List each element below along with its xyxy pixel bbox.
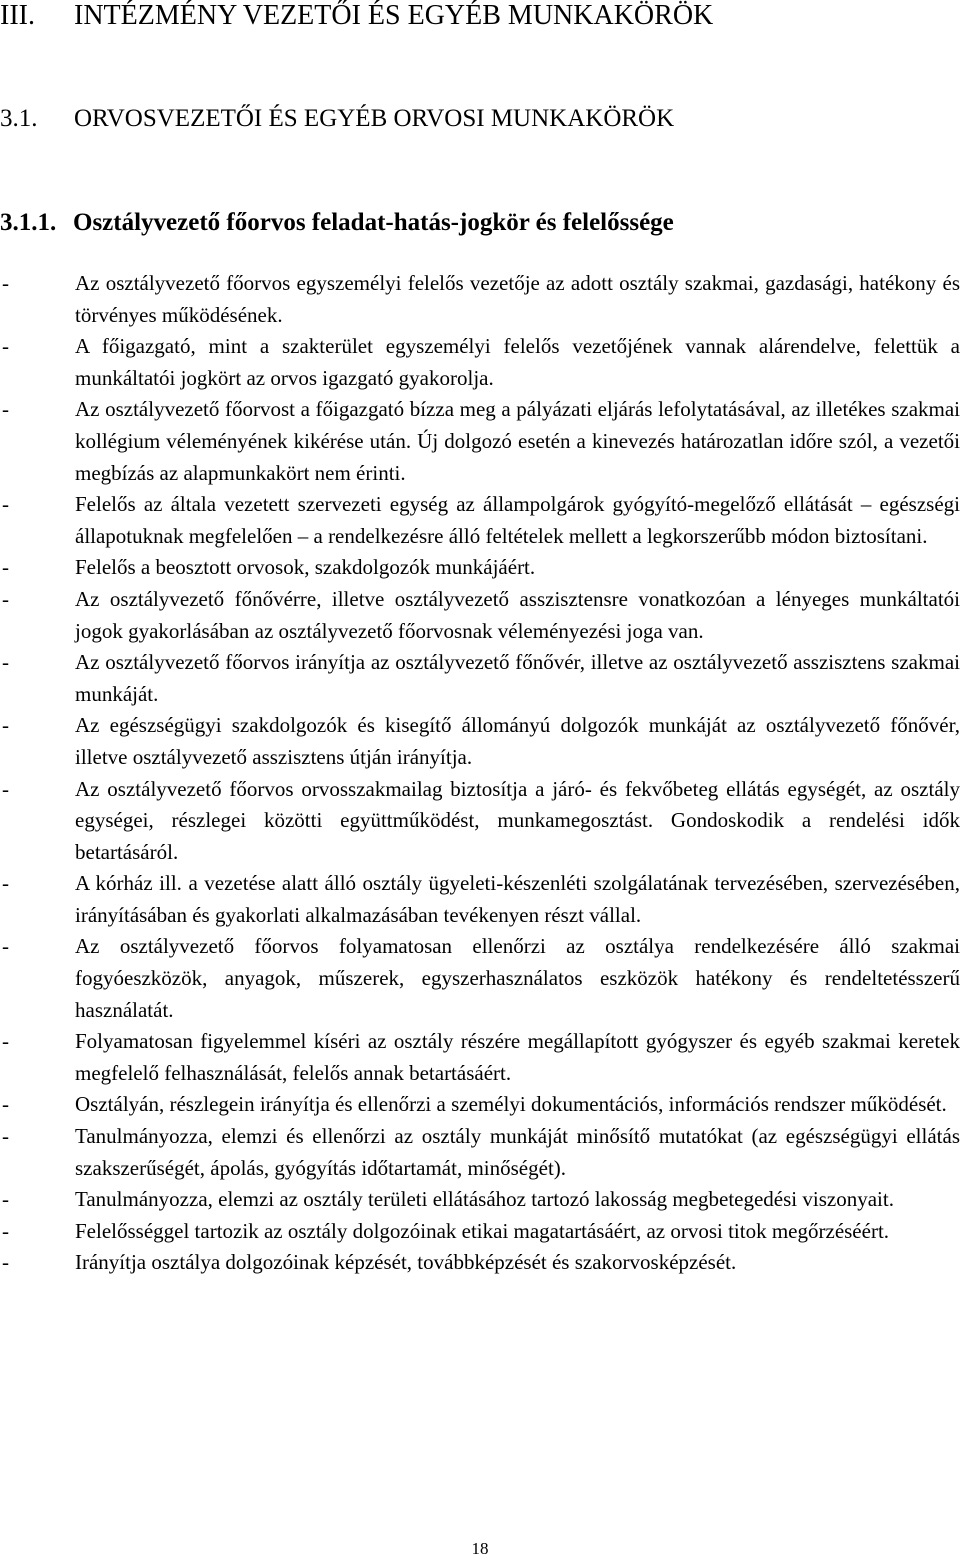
- list-item: [0, 1184, 960, 1216]
- subsection-heading: [0, 210, 674, 235]
- section-title: ORVOSVEZETŐI ÉS EGYÉB ORVOSI MUNKAKÖRÖK: [74, 105, 675, 132]
- list-item: [0, 394, 960, 489]
- section-number: 3.1.: [0, 105, 38, 132]
- list-item: [0, 1089, 960, 1121]
- list-item: [0, 1247, 960, 1279]
- list-item-text: Az osztályvezető főorvos folyamatosan ellenőrzi az osztálya rendelkezésére álló szakmai fogyóeszközök, anyagok, műszerek, egyszerhasználatos eszközök hatékony és rendeltetésszerű használatát.: [75, 934, 960, 1022]
- list-item: [0, 489, 960, 552]
- list-item-text: Felelős a beosztott orvosok, szakdolgozók munkájáért.: [75, 555, 536, 580]
- list-item-text: A főigazgató, mint a szakterület egyszemélyi felelős vezetőjének vannak alárendelve, felettük a munkáltatói jogkört az orvos igazgató gyakorolja.: [75, 334, 960, 390]
- bullet-dash: -: [2, 1029, 9, 1054]
- bullet-dash: -: [2, 334, 9, 359]
- list-item-text: Az osztályvezető főorvos orvosszakmailag biztosítja a járó- és fekvőbeteg ellátás egységét, az osztály egységei, részlegei közötti együttműködést, munkamegosztást. Gondoskodik a rendelési idők betartásáról.: [75, 776, 960, 864]
- list-item-text: Tanulmányozza, elemzi az osztály területi ellátásához tartozó lakosság megbetegedési viszonyait.: [75, 1187, 894, 1212]
- bullet-dash: -: [2, 776, 9, 801]
- list-item-text: Felelősséggel tartozik az osztály dolgozóinak etikai magatartásáért, az orvosi titok megőrzéséért.: [75, 1218, 890, 1243]
- list-item-text: Felelős az általa vezetett szervezeti egység az állampolgárok gyógyító-megelőző ellátását – egészségi állapotuknak megfelelően – a rendelkezésre álló feltételek mellett a legkorszerűbb módon biztosítani.: [75, 492, 960, 548]
- list-item: [0, 710, 960, 773]
- duties-list: [0, 268, 960, 1279]
- bullet-dash: -: [2, 871, 9, 896]
- list-item-text: Irányítja osztálya dolgozóinak képzését, továbbképzését és szakorvosképzését.: [75, 1250, 737, 1275]
- list-item: [0, 774, 960, 869]
- subsection-title: Osztályvezető főorvos feladat-hatás-jogkör és felelőssége: [73, 209, 674, 236]
- list-item-text: Az osztályvezető főorvos irányítja az osztályvezető főnővér, illetve az osztályvezető asszisztens szakmai munkáját.: [75, 650, 960, 706]
- section-heading: [0, 106, 674, 131]
- list-item: [0, 931, 960, 1026]
- list-item: [0, 1121, 960, 1184]
- bullet-dash: -: [2, 713, 9, 738]
- bullet-dash: -: [2, 555, 9, 580]
- chapter-title: INTÉZMÉNY VEZETŐI ÉS EGYÉB MUNKAKÖRÖK: [74, 0, 714, 31]
- list-item: [0, 331, 960, 394]
- bullet-dash: -: [2, 586, 9, 611]
- list-item-text: Folyamatosan figyelemmel kíséri az osztály részére megállapított gyógyszer és egyéb szakmai keretek megfelelő felhasználását, felelős annak betartásáért.: [75, 1029, 960, 1085]
- bullet-dash: -: [2, 1187, 9, 1212]
- list-item-text: Az osztályvezető főorvos egyszemélyi felelős vezetője az adott osztály szakmai, gazdasági, hatékony és törvényes működésének.: [75, 271, 960, 327]
- list-item-text: Az egészségügyi szakdolgozók és kisegítő állományú dolgozók munkáját az osztályvezető főnővér, illetve osztályvezető asszisztens útján irányítja.: [75, 713, 960, 769]
- list-item-text: Osztályán, részlegein irányítja és ellenőrzi a személyi dokumentációs, információs rendszer működését.: [75, 1092, 947, 1117]
- list-item: [0, 647, 960, 710]
- list-item-text: Tanulmányozza, elemzi és ellenőrzi az osztály munkáját minősítő mutatókat (az egészségügyi ellátás szakszerűségét, ápolás, gyógyítás időtartamát, minőségét).: [75, 1124, 960, 1180]
- bullet-dash: -: [2, 1218, 9, 1243]
- bullet-dash: -: [2, 934, 9, 959]
- bullet-dash: -: [2, 1250, 9, 1275]
- bullet-dash: -: [2, 397, 9, 422]
- chapter-number: III.: [0, 0, 35, 31]
- bullet-dash: -: [2, 492, 9, 517]
- list-item: [0, 268, 960, 331]
- list-item-text: Az osztályvezető főnővérre, illetve osztályvezető asszisztensre vonatkozóan a lényeges munkáltatói jogok gyakorlásában az osztályvezető főorvosnak véleményezési joga van.: [75, 586, 960, 643]
- subsection-number: 3.1.1.: [0, 209, 57, 236]
- list-item-text: A kórház ill. a vezetése alatt álló osztály ügyeleti-készenléti szolgálatának tervezésében, szervezésében, irányításában és gyakorlati alkalmazásában tevékenyen részt vállal.: [75, 871, 960, 927]
- list-item: [0, 868, 960, 931]
- list-item: [0, 1026, 960, 1089]
- list-item-text: Az osztályvezető főorvost a főigazgató bízza meg a pályázati eljárás lefolytatásával, az illetékes szakmai kollégium véleményének kikérése után. Új dolgozó esetén a kinevezés határozatlan időre szól, a vezetői megbízás az alapmunkakört nem érinti.: [75, 397, 960, 485]
- list-item: [0, 584, 960, 647]
- list-item: [0, 1216, 960, 1248]
- list-item: [0, 552, 960, 584]
- bullet-dash: -: [2, 1124, 9, 1149]
- page-number: 18: [471, 1539, 489, 1558]
- bullet-dash: -: [2, 650, 9, 675]
- chapter-heading: [0, 2, 713, 30]
- bullet-dash: -: [2, 271, 9, 295]
- bullet-dash: -: [2, 1092, 9, 1117]
